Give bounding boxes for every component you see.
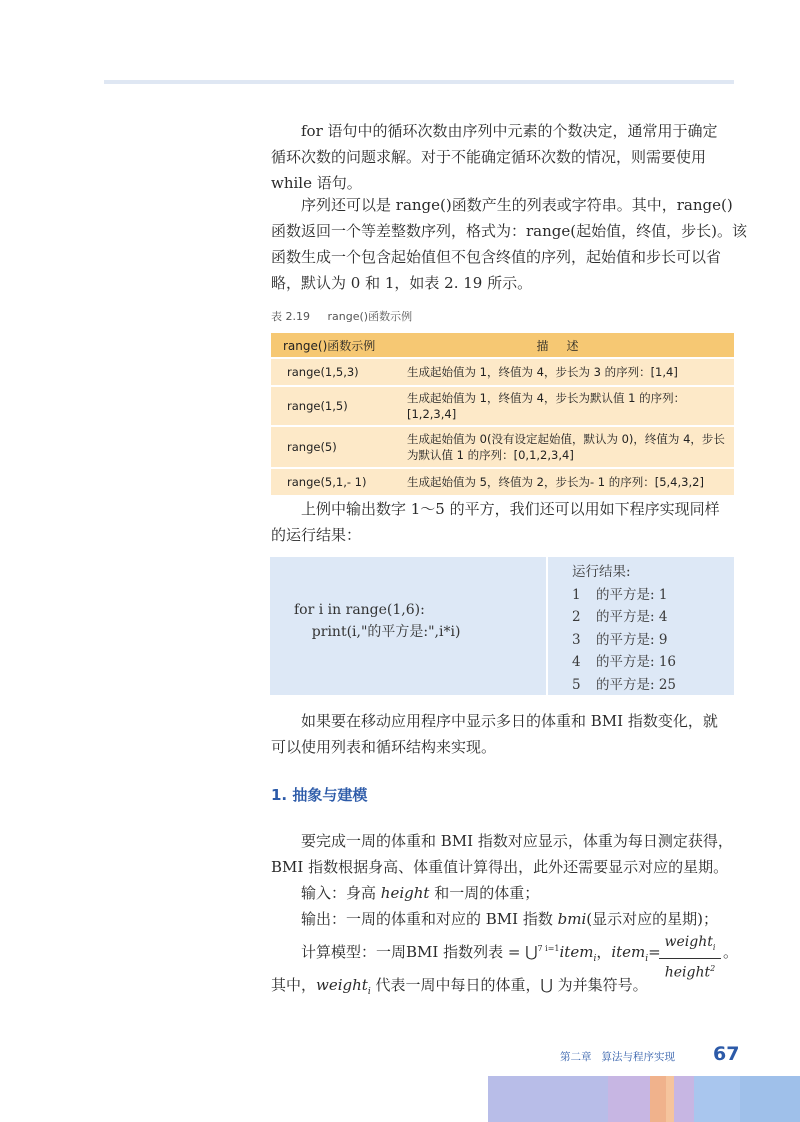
input-line [271,880,735,906]
text-line: while 语句。 [271,174,362,192]
top-rule [104,80,734,84]
footer-chapter [560,1049,675,1064]
page-number: 67 [713,1043,740,1065]
table-header-description: 描述 [399,333,734,357]
table-title: range()函数示例 [327,310,413,323]
stripe [694,1076,740,1122]
paragraph-range [271,192,747,296]
output-label: 输出：一周的体重和对应的 BMI 指数 [301,910,553,928]
result-text: 的平方是: 9 [596,631,668,648]
formula-end: 。 [723,943,739,961]
union-symbol: ⋃ [525,943,538,961]
paragraph-bmi-intro [271,708,735,760]
stripe [488,1076,608,1122]
item-symbol: item [611,943,646,961]
item-symbol: item [559,943,594,961]
code-line: print(i,"的平方是:",i*i) [294,624,461,640]
note-rest: 代表一周中每日的体重，⋃ 为并集符号。 [375,976,648,994]
table-cell-description: 生成起始值为 1，终值为 4，步长为 3 的序列：[1,4] [399,359,734,385]
code-line: for i in range(1,6): [294,602,425,618]
table-row [271,359,734,385]
table-row [271,469,734,495]
chapter-title: 算法与程序实现 [601,1051,675,1063]
input-rest: 和一周的体重； [434,884,540,902]
input-variable: height [380,884,430,902]
result-number: 4 [572,654,581,670]
table-cell-description: 生成起始值为 1，终值为 4，步长为默认值 1 的序列：[1,2,3,4] [399,387,734,425]
note-subscript: i [367,987,371,997]
table-caption [271,308,412,324]
text-line [271,972,735,1005]
result-line [572,584,676,607]
result-number: 1 [572,586,581,603]
denominator-text: height [664,964,711,981]
table-cell-example: range(1,5,3) [271,359,399,385]
fraction-numerator [659,932,721,959]
input-label: 输入：身高 [301,884,377,902]
result-text: 的平方是: 25 [596,676,677,693]
paragraph-bmi-task [271,828,735,932]
code-example-box [270,557,734,695]
result-number: 5 [572,676,581,693]
table-header-row [271,333,734,357]
result-line [572,606,676,629]
output-line [271,906,735,932]
result-text: 的平方是: 16 [596,654,677,670]
table-number: 表 2.19 [271,310,310,323]
text-line: 如果要在移动应用程序中显示多日的体重和 BMI 指数变化，就 [301,712,718,730]
text-line: 循环次数的问题求解。对于不能确定循环次数的情况，则需要使用 [271,148,707,166]
result-number: 3 [572,631,581,648]
section-title: 1. 抽象与建模 [271,786,368,804]
range-examples-table [271,331,734,497]
code-divider [546,557,548,695]
text-line: 可以使用列表和循环结构来实现。 [271,738,497,756]
footer-color-stripes [488,1076,800,1122]
text-line: 的运行结果： [271,526,362,544]
union-range: 7 i=1 [537,944,560,953]
result-line [572,674,676,697]
result-text: 的平方是: 1 [596,586,668,603]
text-line: 要完成一周的体重和 BMI 指数对应显示，体重为每日测定获得， [301,832,733,850]
run-result-panel [572,561,676,696]
text-line: 上例中输出数字 1～5 的平方，我们还可以用如下程序实现同样 [301,500,720,518]
subscript-i: i [645,954,649,964]
output-variable: bmi [557,910,587,928]
stripe [650,1076,666,1122]
text-line: 略，默认为 0 和 1，如表 2. 19 所示。 [271,274,533,292]
stripe [666,1076,674,1122]
code-block [294,599,460,643]
text-line: 函数生成一个包含起始值但不包含终值的序列，起始值和步长可以省 [271,248,722,266]
table-row [271,427,734,467]
output-rest: (显示对应的星期)； [586,910,718,928]
note-variable: weight [316,976,368,994]
table-cell-example: range(1,5) [271,387,399,425]
paragraph-squares [271,496,735,548]
table-cell-example: range(5) [271,427,399,467]
numerator-text: weight [664,934,713,950]
table-cell-description: 生成起始值为 5，终值为 2，步长为- 1 的序列：[5,4,3,2] [399,469,734,495]
chapter-label: 第二章 [560,1051,592,1063]
stripe [674,1076,694,1122]
result-line [572,629,676,652]
formula-line [271,934,741,981]
text-line: 序列还可以是 range()函数产生的列表或字符串。其中，range() [301,196,733,214]
text-line: BMI 指数根据身高、体重值计算得出，此外还需要显示对应的星期。 [271,858,729,876]
table-row [271,387,734,425]
code-panel [270,557,546,695]
stripe [608,1076,650,1122]
text-line: 函数返回一个等差整数序列，格式为：range(起始值，终值，步长)。该 [271,222,747,240]
equals-sign: = [648,943,661,961]
paragraph-for-loop [271,118,735,196]
text-line: for 语句中的循环次数由序列中元素的个数决定，通常用于确定 [301,122,718,140]
result-text: 的平方是: 4 [596,609,668,625]
formula-prefix: 计算模型：一周BMI 指数列表 = [301,943,521,961]
formula-left [301,941,661,964]
result-number: 2 [572,609,581,625]
run-result-header: 运行结果: [572,564,631,580]
formula-separator: ， [596,943,612,961]
note-prefix: 其中， [271,976,317,994]
result-line [572,651,676,674]
table-cell-description: 生成起始值为 0(没有设定起始值，默认为 0)，终值为 4，步长为默认值 1 的序列：[0,1,2,3,4] [399,427,734,467]
paragraph-note [271,972,735,1005]
stripe [740,1076,800,1122]
subscript-i: i [593,954,597,964]
table-header-example: range()函数示例 [271,333,399,357]
subscript-i: i [712,942,716,952]
table-cell-example: range(5,1,- 1) [271,469,399,495]
superscript-2: 2 [710,963,716,973]
